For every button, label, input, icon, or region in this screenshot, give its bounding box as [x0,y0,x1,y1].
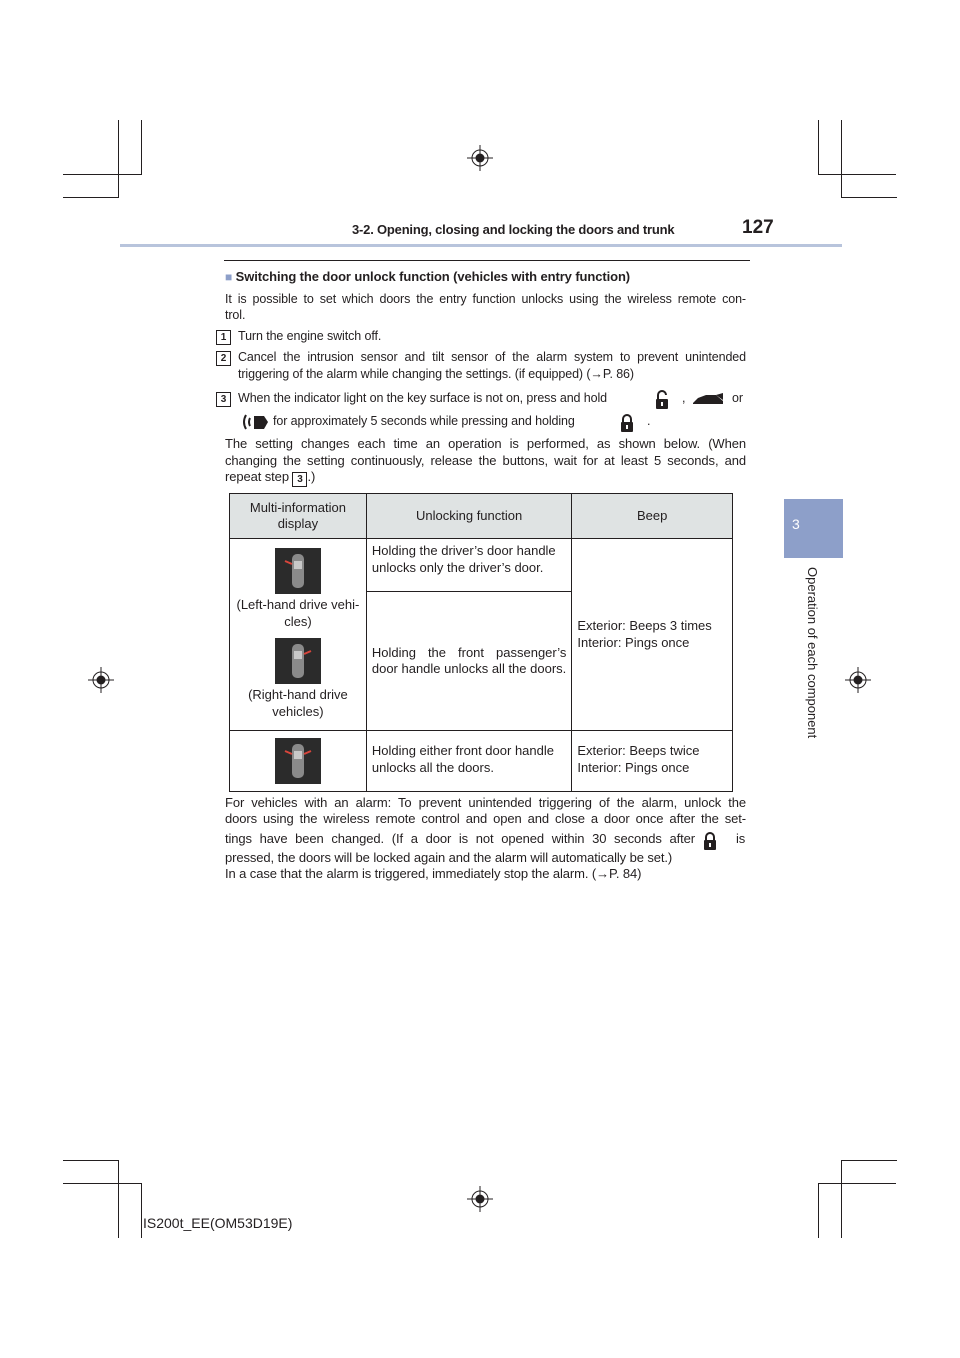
table-cell [230,539,367,731]
lock-icon [619,413,635,433]
setting-text: changing the setting continuously, release the buttons, wait for at least 5 seconds, and [225,453,746,468]
panic-icon [238,412,270,432]
table-cell: Holding either front door handle unlocks all the doors. [366,731,572,792]
step-number: 1 [216,330,231,345]
table-header: Unlocking function [366,494,572,539]
car-front-doors-display [275,738,321,784]
document-code: IS200t_EE(OM53D19E) [143,1215,293,1231]
car-driver-door-display [275,638,321,684]
section-rule [224,260,750,261]
chapter-number: 3 [792,516,800,532]
crop-mark [118,1160,119,1238]
table-cell: Exterior: Beeps twice Interior: Pings once [572,731,733,792]
registration-mark-icon [845,667,871,693]
step-text: When the indicator light on the key surface is not on, press and hold [238,391,608,405]
note-text: For vehicles with an alarm: To prevent unintended triggering of the alarm, unlock the [225,795,746,810]
note-text: doors using the wireless remote control and open and close a door once after the set- [225,811,746,826]
rhd-label: (Right-hand drive vehicles) [248,687,348,719]
crop-mark [63,197,119,198]
crop-mark [63,1160,119,1161]
unlock-function-table [229,493,733,792]
car-driver-door-display [275,548,321,594]
table-cell: Holding the driver’s door handle unlocks only the driver’s door. [366,539,572,592]
registration-mark-icon [88,667,114,693]
note-text: pressed, the doors will be locked again and the alarm will automatically be set.) [225,850,673,865]
crop-mark [841,197,897,198]
crop-mark [818,120,819,175]
header-rule [120,244,842,247]
step-number: 3 [292,472,307,487]
crop-mark [818,1183,896,1184]
table-header: Multi-information display [230,494,367,539]
table-cell: Exterior: Beeps 3 times Interior: Pings once [572,539,733,731]
note-text: In a case that the alarm is triggered, immediately stop the alarm. (→P. 84) [225,866,642,881]
crop-mark [118,120,119,198]
intro-text: trol. [225,308,246,322]
trunk-icon [692,392,724,408]
crop-mark [63,174,141,175]
crop-mark [841,1160,897,1161]
crop-mark [841,1160,842,1238]
table-row [230,731,733,792]
step-text: Turn the engine switch off. [238,329,382,343]
step-text: Cancel the intrusion sensor and tilt sensor of the alarm system to prevent unintended [238,350,746,364]
table-cell [230,731,367,792]
registration-mark-icon [467,1186,493,1212]
step-number: 2 [216,351,231,366]
lock-icon [702,831,718,851]
table-header: Beep [572,494,733,539]
crop-mark [141,1183,142,1238]
page-number: 127 [742,217,774,238]
crop-mark [818,174,896,175]
crop-mark [818,1183,819,1238]
crop-mark [841,120,842,198]
setting-text: The setting changes each time an operation is performed, as shown below. (When [225,436,746,451]
step-number: 3 [216,392,231,407]
page-header-title: 3-2. Opening, closing and locking the doors and trunk [352,222,675,237]
lhd-label: (Left-hand drive vehi-cles) [236,597,360,629]
intro-text: It is possible to set which doors the entry function unlocks using the wireless remote con- [225,292,746,306]
chapter-label: Operation of each component [805,567,820,739]
table-row [230,539,733,592]
section-heading: ■ Switching the door unlock function (vehicles with entry function) [225,269,631,284]
note-text: tings have been changed. (If a door is not opened within 30 seconds after [225,831,695,846]
crop-mark [141,120,142,175]
table-header-row [230,494,733,539]
step-text: triggering of the alarm while changing the settings. (if equipped) (→P. 86) [238,367,634,381]
table-cell: Holding the front passenger’s door handle unlocks all the doors. [366,592,572,731]
unlock-icon [654,390,670,410]
registration-mark-icon [467,145,493,171]
step-text: for approximately 5 seconds while pressing and holding [273,414,575,428]
crop-mark [63,1183,141,1184]
setting-text: repeat step 3 .) [225,469,316,485]
